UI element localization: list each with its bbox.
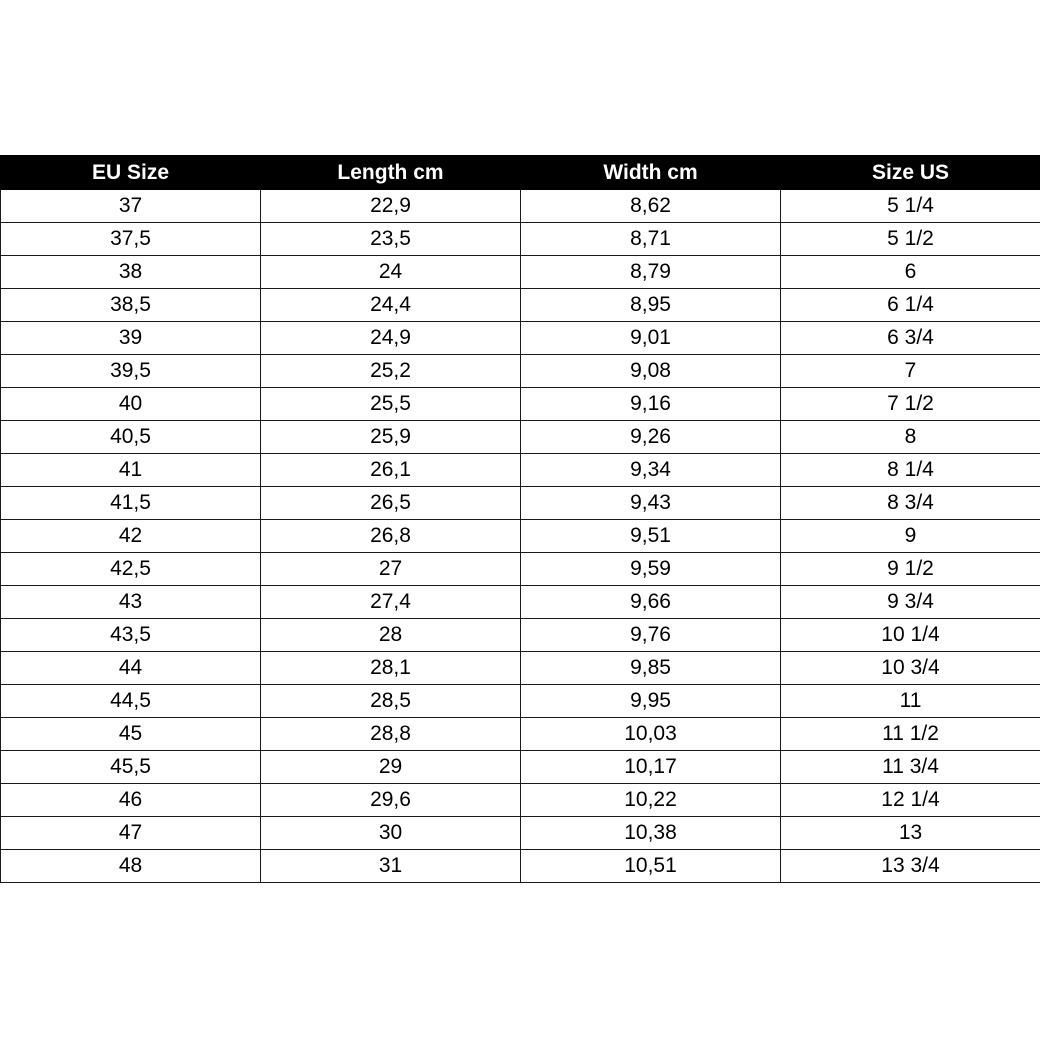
cell-length-cm: 23,5 (261, 223, 521, 256)
cell-size-us: 5 1/4 (781, 190, 1040, 223)
cell-width-cm: 9,43 (521, 487, 781, 520)
cell-size-us: 11 3/4 (781, 751, 1040, 784)
cell-eu-size: 38,5 (1, 289, 261, 322)
cell-width-cm: 9,26 (521, 421, 781, 454)
cell-length-cm: 25,2 (261, 355, 521, 388)
cell-length-cm: 28,1 (261, 652, 521, 685)
cell-width-cm: 10,03 (521, 718, 781, 751)
cell-width-cm: 8,71 (521, 223, 781, 256)
cell-size-us: 7 1/2 (781, 388, 1040, 421)
table-row (1, 586, 1040, 619)
cell-eu-size: 47 (1, 817, 261, 850)
header-width-cm: Width cm (521, 156, 781, 190)
cell-eu-size: 48 (1, 850, 261, 883)
size-chart-table (0, 155, 1040, 883)
table-row (1, 553, 1040, 586)
cell-size-us: 5 1/2 (781, 223, 1040, 256)
cell-eu-size: 43 (1, 586, 261, 619)
table-row (1, 784, 1040, 817)
cell-eu-size: 42,5 (1, 553, 261, 586)
cell-size-us: 12 1/4 (781, 784, 1040, 817)
cell-size-us: 13 3/4 (781, 850, 1040, 883)
cell-size-us: 7 (781, 355, 1040, 388)
cell-length-cm: 29 (261, 751, 521, 784)
cell-eu-size: 42 (1, 520, 261, 553)
cell-eu-size: 40 (1, 388, 261, 421)
cell-size-us: 10 3/4 (781, 652, 1040, 685)
cell-length-cm: 26,1 (261, 454, 521, 487)
cell-size-us: 11 (781, 685, 1040, 718)
cell-width-cm: 9,34 (521, 454, 781, 487)
cell-width-cm: 8,62 (521, 190, 781, 223)
cell-size-us: 9 3/4 (781, 586, 1040, 619)
cell-size-us: 8 1/4 (781, 454, 1040, 487)
cell-length-cm: 27 (261, 553, 521, 586)
cell-width-cm: 9,08 (521, 355, 781, 388)
cell-eu-size: 37,5 (1, 223, 261, 256)
cell-eu-size: 39 (1, 322, 261, 355)
cell-eu-size: 45 (1, 718, 261, 751)
cell-width-cm: 9,85 (521, 652, 781, 685)
cell-length-cm: 31 (261, 850, 521, 883)
table-row (1, 223, 1040, 256)
cell-eu-size: 44 (1, 652, 261, 685)
cell-size-us: 8 3/4 (781, 487, 1040, 520)
table-row (1, 454, 1040, 487)
cell-length-cm: 24,9 (261, 322, 521, 355)
cell-length-cm: 26,5 (261, 487, 521, 520)
cell-length-cm: 24 (261, 256, 521, 289)
cell-width-cm: 9,76 (521, 619, 781, 652)
cell-length-cm: 25,5 (261, 388, 521, 421)
table-row (1, 190, 1040, 223)
table-row (1, 652, 1040, 685)
cell-length-cm: 29,6 (261, 784, 521, 817)
cell-eu-size: 38 (1, 256, 261, 289)
cell-eu-size: 46 (1, 784, 261, 817)
table-body (1, 190, 1040, 883)
cell-width-cm: 9,59 (521, 553, 781, 586)
cell-length-cm: 25,9 (261, 421, 521, 454)
cell-length-cm: 22,9 (261, 190, 521, 223)
table-row (1, 355, 1040, 388)
cell-width-cm: 9,01 (521, 322, 781, 355)
cell-eu-size: 37 (1, 190, 261, 223)
cell-width-cm: 10,22 (521, 784, 781, 817)
table-row (1, 388, 1040, 421)
cell-eu-size: 45,5 (1, 751, 261, 784)
table-row (1, 487, 1040, 520)
cell-width-cm: 8,95 (521, 289, 781, 322)
cell-size-us: 9 1/2 (781, 553, 1040, 586)
table-row (1, 850, 1040, 883)
cell-width-cm: 9,51 (521, 520, 781, 553)
cell-size-us: 6 (781, 256, 1040, 289)
header-length-cm: Length cm (261, 156, 521, 190)
cell-length-cm: 28,8 (261, 718, 521, 751)
cell-width-cm: 10,51 (521, 850, 781, 883)
table-row (1, 817, 1040, 850)
cell-length-cm: 24,4 (261, 289, 521, 322)
table-row (1, 685, 1040, 718)
cell-length-cm: 28,5 (261, 685, 521, 718)
cell-length-cm: 30 (261, 817, 521, 850)
cell-eu-size: 39,5 (1, 355, 261, 388)
table-row (1, 289, 1040, 322)
table-row (1, 751, 1040, 784)
table-header (1, 156, 1040, 190)
cell-width-cm: 10,17 (521, 751, 781, 784)
cell-eu-size: 41 (1, 454, 261, 487)
table-row (1, 520, 1040, 553)
cell-length-cm: 27,4 (261, 586, 521, 619)
cell-eu-size: 41,5 (1, 487, 261, 520)
cell-eu-size: 43,5 (1, 619, 261, 652)
cell-size-us: 11 1/2 (781, 718, 1040, 751)
table-row (1, 619, 1040, 652)
table-row (1, 421, 1040, 454)
cell-size-us: 6 1/4 (781, 289, 1040, 322)
cell-size-us: 10 1/4 (781, 619, 1040, 652)
cell-size-us: 13 (781, 817, 1040, 850)
table-row (1, 256, 1040, 289)
cell-width-cm: 9,16 (521, 388, 781, 421)
cell-size-us: 8 (781, 421, 1040, 454)
cell-width-cm: 9,66 (521, 586, 781, 619)
cell-width-cm: 8,79 (521, 256, 781, 289)
cell-length-cm: 28 (261, 619, 521, 652)
cell-size-us: 9 (781, 520, 1040, 553)
table-row (1, 718, 1040, 751)
cell-eu-size: 44,5 (1, 685, 261, 718)
cell-width-cm: 9,95 (521, 685, 781, 718)
cell-length-cm: 26,8 (261, 520, 521, 553)
cell-width-cm: 10,38 (521, 817, 781, 850)
table-row (1, 322, 1040, 355)
header-size-us: Size US (781, 156, 1040, 190)
header-eu-size: EU Size (1, 156, 261, 190)
cell-eu-size: 40,5 (1, 421, 261, 454)
cell-size-us: 6 3/4 (781, 322, 1040, 355)
header-row (1, 156, 1040, 190)
